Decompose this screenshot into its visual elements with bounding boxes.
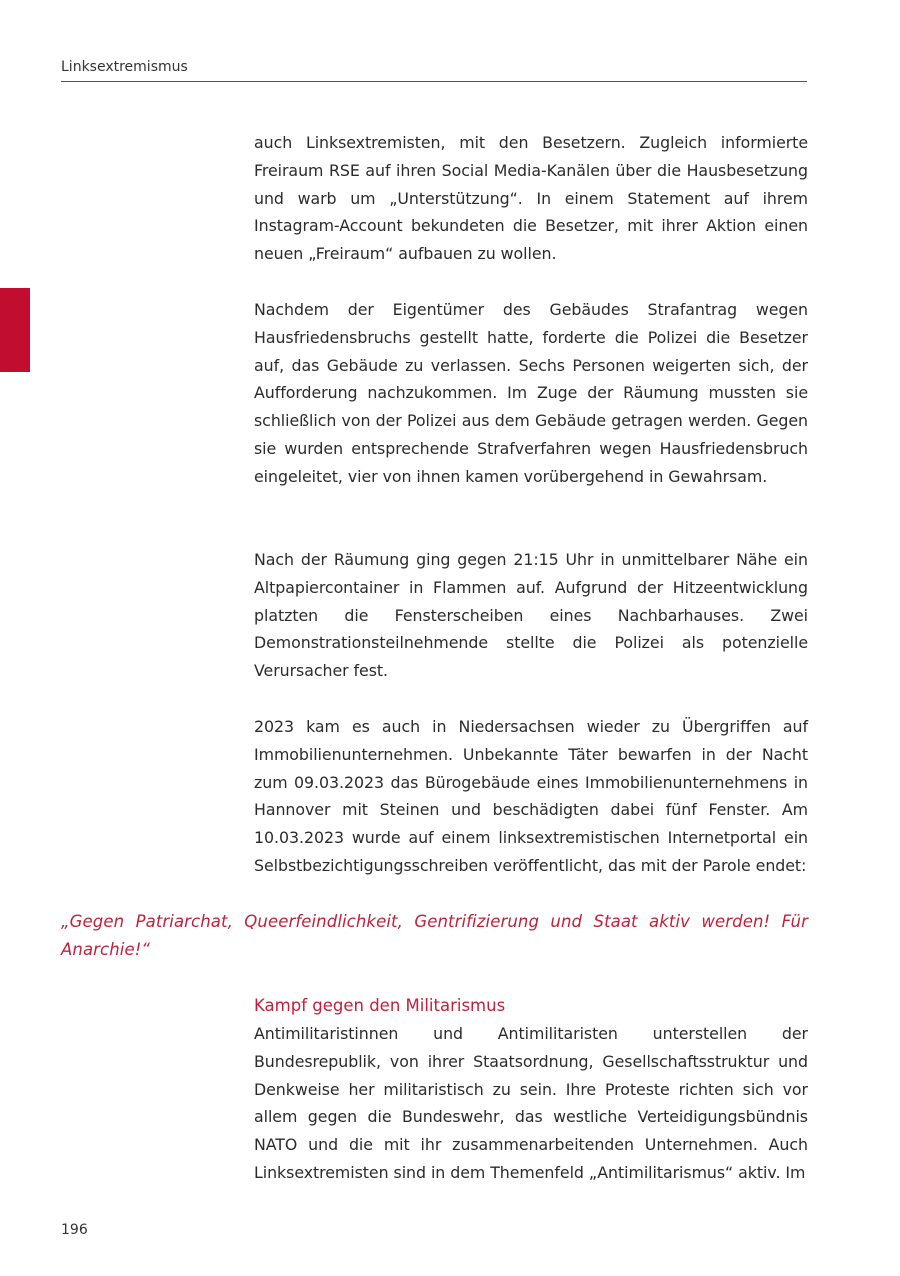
- section-paragraph: Antimilitaristinnen und Antimilitaristen unterstellen der Bundesrepublik, von ihrer Staatsordnung, Gesellschaftsstruktur und Denkweise her militaristisch zu sein. Ihre Proteste richten sich vor allem gegen die Bundeswehr, das westliche Verteidigungsbündnis NATO und die mit ihr zusammenarbeitenden Unternehmen. Auch Linksextremisten sind in dem Themenfeld „Antimilitarismus“ aktiv. Im: [254, 1024, 808, 1182]
- section-heading: Kampf gegen den Militarismus: [254, 996, 506, 1015]
- header-divider: [61, 81, 807, 82]
- page-number: 196: [61, 1222, 88, 1238]
- body-column-4: [254, 713, 808, 880]
- paragraph-1: auch Linksextremisten, mit den Besetzern. Zugleich informierte Freiraum RSE auf ihren Social Media-Kanälen über die Hausbesetzung und warb um „Unterstützung“. In einem Statement auf ihrem Instagram-Account bekundeten die Besetzer, mit ihrer Aktion einen neuen „Freiraum“ aufbauen zu wollen.: [254, 133, 808, 264]
- body-column-2: [254, 296, 808, 491]
- paragraph-4: 2023 kam es auch in Niedersachsen wieder zu Übergriffen auf Immobilienunternehmen. Unbekannte Täter bewarfen in der Nacht zum 09.03.2023 das Bürogebäude eines Immobilienunternehmens in Hannover mit Steinen und beschädigten dabei fünf Fenster. Am 10.03.2023 wurde auf einem linksextremistischen Internetportal ein Selbstbezichtigungsschreiben veröffentlicht, das mit der Parole endet:: [254, 717, 808, 875]
- body-column-5: [254, 1020, 808, 1187]
- body-column-3: [254, 546, 808, 685]
- chapter-marker-tab: [0, 288, 30, 372]
- running-header: Linksextremismus: [61, 59, 188, 75]
- body-column-1: [254, 129, 808, 268]
- paragraph-2: Nachdem der Eigentümer des Gebäudes Strafantrag wegen Hausfriedensbruchs gestellt hatte, forderte die Polizei die Besetzer auf, das Gebäude zu verlassen. Sechs Personen weigerten sich, der Aufforderung nachzukommen. Im Zuge der Räumung mussten sie schließlich von der Polizei aus dem Gebäude getragen werden. Gegen sie wurden entsprechende Strafverfahren wegen Hausfriedensbruch eingeleitet, vier von ihnen kamen vorübergehend in Gewahrsam.: [254, 300, 808, 486]
- paragraph-3: Nach der Räumung ging gegen 21:15 Uhr in unmittelbarer Nähe ein Altpapiercontainer in Flammen auf. Aufgrund der Hitzeentwicklung platzten die Fensterscheiben eines Nachbarhauses. Zwei Demonstrationsteilnehmende stellte die Polizei als potenzielle Verursacher fest.: [254, 550, 808, 681]
- pull-quote: „Gegen Patriarchat, Queerfeindlichkeit, Gentrifizierung und Staat aktiv werden! Für Anarchie!“: [61, 912, 808, 959]
